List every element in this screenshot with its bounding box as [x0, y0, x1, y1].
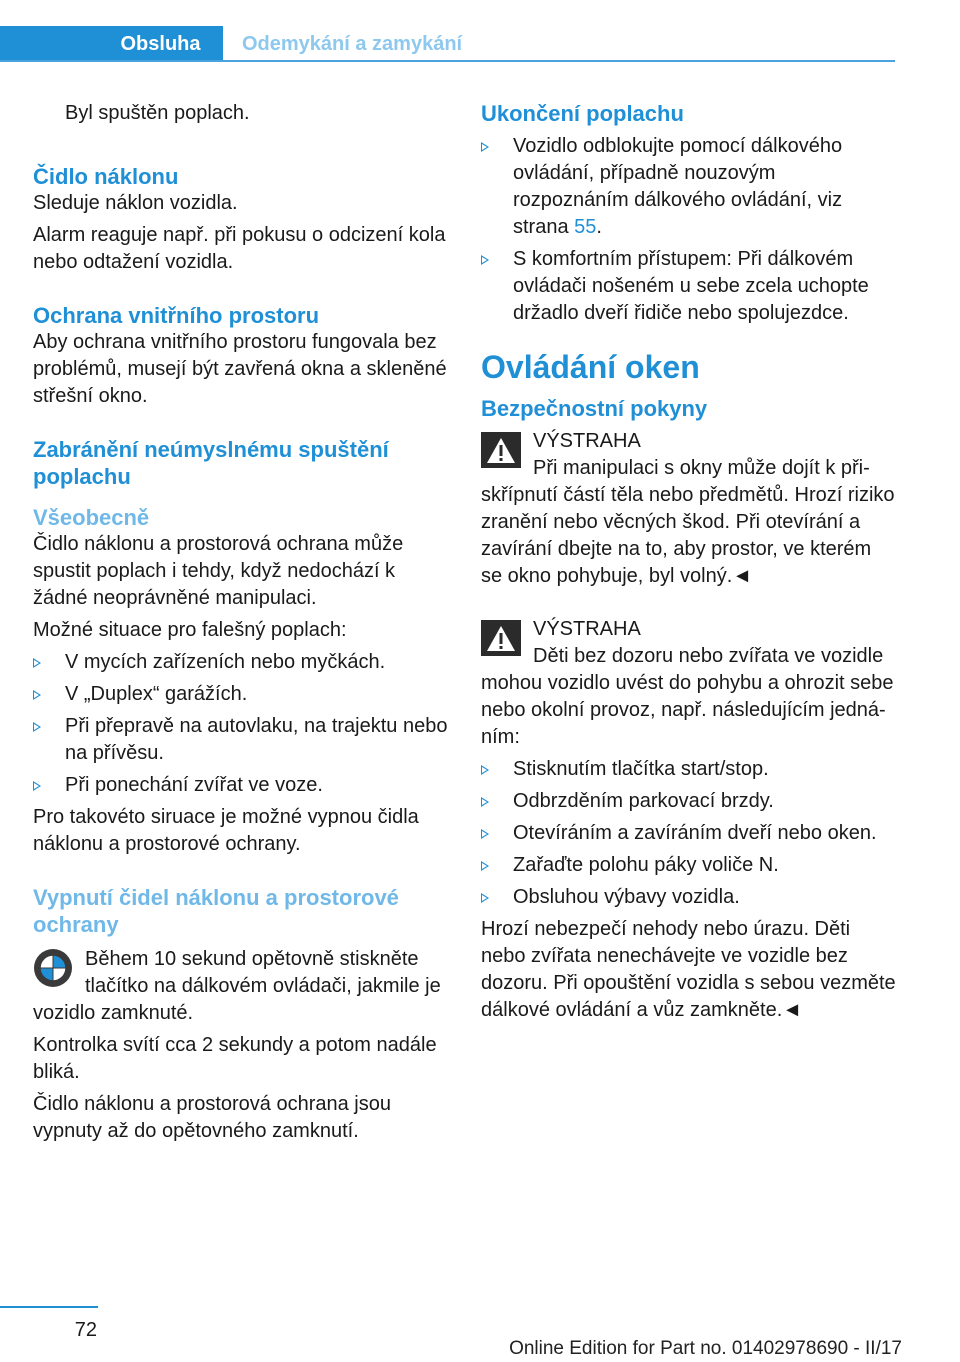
tab-obsluha[interactable]: Obsluha [98, 26, 223, 62]
disable-sensors-heading: Vypnutí čidel náklonu a prostorové ochrany [33, 885, 399, 937]
warning-block-2 [481, 616, 896, 751]
end-alarm-item-1-text: Vozidlo odblokujte pomocí dálkového ovládání, případně nouzovým rozpoznáním dálkového ovládání, viz strana [513, 135, 843, 238]
footer-divider [0, 1306, 98, 1308]
tab-odemykani-a-zamykani[interactable]: Odemykání a zamykání [242, 33, 463, 55]
disable-sensors-text-3: Čidlo náklonu a prostorová ochrana jsou vypnuty až do opětovného zamknutí. [33, 1093, 391, 1142]
warning-1-label: VÝSTRAHA [533, 430, 641, 452]
alarm-triggered-line: Byl spuštěn poplach. [65, 102, 250, 124]
list-item: Obsluhou výbavy vozidla. [481, 884, 896, 911]
interior-protection-text: Aby ochrana vnitřního prostoru fungovala bez problémů, musejí být zavřená okna a skleněné střešní okno. [33, 331, 447, 407]
warning-2-label: VÝSTRAHA [533, 618, 641, 640]
general-text-1: Čidlo náklonu a prostorová ochrana může spustit poplach i tehdy, když nedochází k žádné neoprávněné manipulaci. [33, 533, 404, 609]
page-number: 72 [74, 1319, 97, 1341]
safety-notes-heading: Bezpečnostní pokyny [481, 396, 708, 421]
general-text-2: Možné situace pro falešný poplach: [33, 619, 347, 641]
interior-protection-heading: Ochrana vnitřního prostoru [33, 303, 320, 328]
general-heading: Všeobecně [33, 505, 150, 530]
list-item: Otevíráním a zavíráním dveří nebo oken. [481, 820, 896, 847]
left-column [33, 100, 448, 1150]
disable-sensors-text-1: Během 10 sekund opětovně stiskněte tlačítko na dálkovém ovládači, jakmile je vozidlo zamknuté. [33, 948, 441, 1024]
disable-sensors-block [33, 946, 448, 1027]
list-item: Při přepravě na autovlaku, na trajektu nebo na přívěsu. [33, 713, 448, 767]
warning-1-text: Při manipulaci s okny může dojít k přiskřípnutí částí těla nebo předmětů. Hrozí riziko zranění nebo věcných škod. Při otevírání a zavírání dbejte na to, aby prostor, ve kterém se okno pohybuje, byl volný.◄ [481, 457, 895, 587]
tilt-sensor-heading: Čidlo náklonu [33, 164, 179, 189]
right-column [481, 100, 896, 1024]
edition-footer: Online Edition for Part no. 01402978690 - II/17 [509, 1338, 902, 1359]
disable-sensors-text-2: Kontrolka svítí cca 2 sekundy a potom nadále bliká. [33, 1034, 437, 1083]
end-alarm-heading: Ukončení poplachu [481, 101, 684, 126]
list-item: Odbrzděním parkovací brzdy. [481, 788, 896, 815]
window-operation-heading: Ovládání oken [481, 349, 700, 385]
header-tab-bar [0, 26, 895, 62]
bmw-key-icon [33, 948, 73, 988]
header-accent-block [0, 26, 98, 62]
general-text-3: Pro takovéto siruace je možné vypnou čidla náklonu a prostorové ochrany. [33, 806, 419, 855]
list-item: S komfortním přístupem: Při dálkovém ovládači nošeném u sebe zcela uchopte držadlo dveří řidiče nebo spolujezdce. [481, 246, 896, 327]
list-item: Zařaďte polohu páky voliče N. [481, 852, 896, 879]
list-item [481, 133, 896, 241]
page-reference-link[interactable]: 55 [574, 216, 597, 238]
end-alarm-list [481, 133, 896, 327]
tilt-sensor-text-1: Sleduje náklon vozidla. [33, 192, 238, 214]
list-item: Stisknutím tlačítka start/stop. [481, 756, 896, 783]
prevent-alarm-heading: Zabránění neúmyslnému spuštění poplachu [33, 437, 389, 489]
warning-triangle-icon [481, 432, 521, 468]
end-alarm-item-1-suffix: . [596, 216, 602, 238]
tilt-sensor-text-2: Alarm reaguje např. při pokusu o odcizení kola nebo odtažení vozidla. [33, 224, 446, 273]
warning-triangle-icon [481, 620, 521, 656]
list-item: V mycích zařízeních nebo myčkách. [33, 649, 448, 676]
list-item: Při ponechání zvířat ve voze. [33, 772, 448, 799]
false-alarm-situations-list [33, 649, 448, 799]
warning-block-1 [481, 428, 896, 590]
list-item: V „Duplex“ garážích. [33, 681, 448, 708]
child-hazard-list [481, 756, 896, 911]
warning-2-text: Děti bez dozoru nebo zvířata ve vozidle mohou vozidlo uvést do pohybu a ohrozit sebe nebo okolní provoz, např. následujícím jednáním: [481, 645, 894, 748]
warning-2-closing-text: Hrozí nebezpečí nehody nebo úrazu. Děti nebo zvířata nenechávejte ve vozidle bez dozoru. Při opouštění vozidla s sebou vezměte dálkové ovládání a vůz zamkněte.◄ [481, 918, 896, 1021]
header-underline [0, 60, 895, 62]
